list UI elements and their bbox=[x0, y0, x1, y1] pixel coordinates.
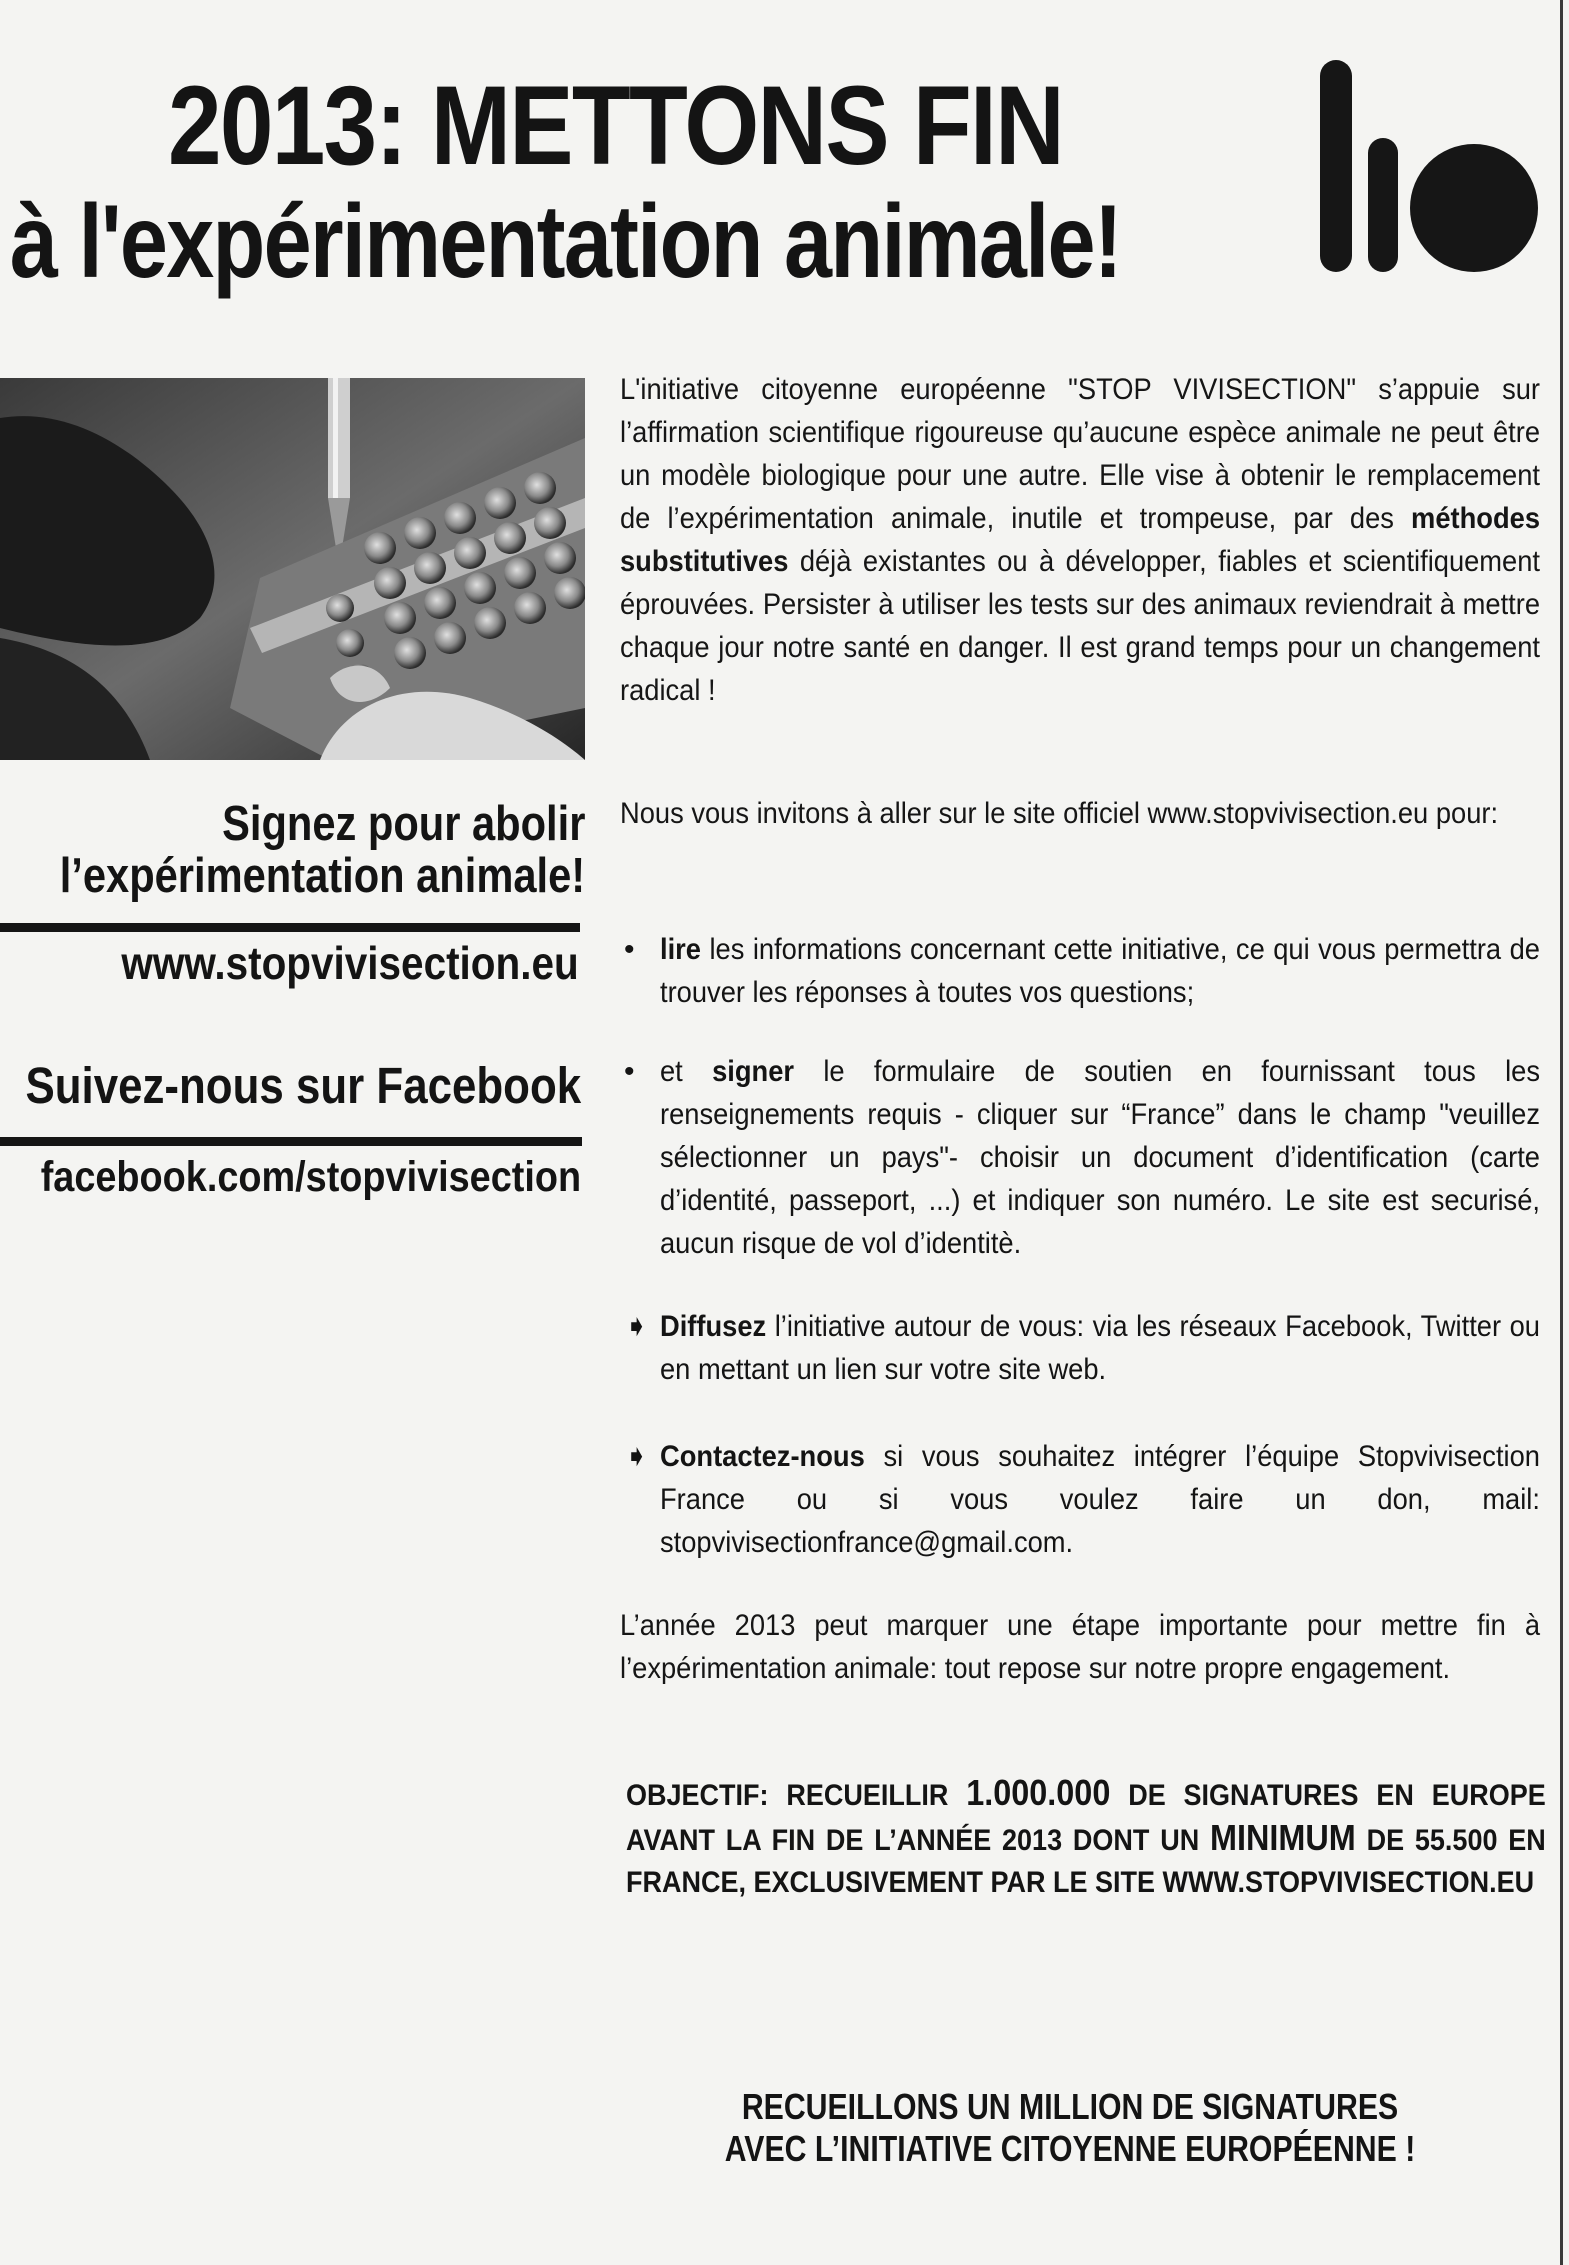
intro-text-part1: L'initiative citoyenne européenne "STOP VIVISECTION" s’appuie sur l’affirmation scientifique rigoureuse qu’aucune espèce animale ne peut être un modèle biologique pour une autre. Elle vise à obtenir le remplacement de l’expérimentation animale, inutile et trompeuse, par des bbox=[620, 373, 1541, 535]
logo-bar-short bbox=[1368, 138, 1398, 272]
bullet-keyword: lire bbox=[660, 933, 701, 966]
header bbox=[0, 60, 1290, 320]
intro-paragraph bbox=[620, 368, 1540, 712]
invite-text: Nous vous invitons à aller sur le site officiel www.stopvivisection.eu pour: bbox=[620, 797, 1499, 830]
bullet-dot-icon: • bbox=[624, 1055, 635, 1088]
divider-rule bbox=[0, 923, 580, 932]
arrow-bullet-icon: ➧ bbox=[624, 1310, 650, 1343]
logo-dot bbox=[1410, 144, 1538, 272]
facebook-heading: Suivez-nous sur Facebook bbox=[25, 1057, 581, 1114]
photo-illustration bbox=[0, 378, 585, 760]
website-link[interactable]: www.stopvivisection.eu bbox=[121, 937, 579, 989]
objectif-part3: DE 55.500 EN FRANCE, EXCLUSIVEMENT PAR LE SITE WWW.STOPVIVISECTION.EU bbox=[626, 1824, 1546, 1899]
footer-line-2: AVEC L’INITIATIVE CITOYENNE EUROPÉENNE ! bbox=[724, 2128, 1416, 2169]
sign-heading-line-1: Signez pour abolir bbox=[221, 797, 585, 851]
title-line-1: 2013: METTONS FIN bbox=[168, 63, 1063, 188]
stop-vivisection-logo-icon bbox=[1310, 60, 1530, 275]
laboratory-microplate-photo bbox=[0, 378, 585, 760]
bullet-text: le formulaire de soutien en fournissant tous les renseignements requis - cliquer sur “France” dans le champ "veuillez sélectionner un pays"- choisir un document d’identification (carte d’identité, passeport, ...) et indiquer son numéro. Le site est securisé, aucun risque de vol d’identitè. bbox=[660, 1055, 1540, 1260]
page-edge-line bbox=[1560, 0, 1563, 2265]
bullet-keyword: Diffusez bbox=[660, 1310, 767, 1343]
bullet-dot-icon: • bbox=[624, 933, 635, 966]
divider-rule bbox=[0, 1137, 582, 1146]
invite-paragraph bbox=[620, 792, 1540, 835]
footer-slogan bbox=[640, 2086, 1500, 2170]
intro-text-part2: déjà existantes ou à développer, fiables et scientifiquement éprouvées. Persister à utiliser les tests sur des animaux reviendrait à mettre chaque jour notre santé en danger. Il est grand temps pour un changement radical ! bbox=[620, 545, 1541, 707]
bullet-text: l’initiative autour de vous: via les réseaux Facebook, Twitter ou en mettant un lien sur votre site web. bbox=[660, 1310, 1540, 1386]
objectif-minimum: MINIMUM bbox=[1210, 1817, 1356, 1858]
objectif-paragraph bbox=[626, 1772, 1546, 1904]
bullet-text: les informations concernant cette initiative, ce qui vous permettra de trouver les réponses à toutes vos questions; bbox=[660, 933, 1540, 1009]
logo-bar-tall bbox=[1320, 60, 1352, 272]
arrow-bullet-icon: ➧ bbox=[624, 1440, 650, 1473]
bullet-text: si vous souhaitez intégrer l’équipe Stopvivisection France ou si vous voulez faire un don, mail: stopvivisectionfrance@gmail.com. bbox=[660, 1440, 1540, 1559]
annee-text: L’année 2013 peut marquer une étape importante pour mettre fin à l’expérimentation animale: tout repose sur notre propre engagement. bbox=[620, 1609, 1541, 1685]
bullet-prefix: et bbox=[660, 1055, 713, 1088]
objectif-part2: DE SIGNATURES EN EUROPE AVANT LA FIN DE L’ANNÉE 2013 DONT UN bbox=[626, 1779, 1546, 1857]
facebook-link[interactable]: facebook.com/stopvivisection bbox=[40, 1153, 581, 1201]
sign-heading-line-2: l’expérimentation animale! bbox=[59, 849, 585, 903]
bullet-keyword: Contactez-nous bbox=[660, 1440, 865, 1473]
objectif-part1: OBJECTIF: RECUEILLIR bbox=[626, 1779, 967, 1812]
objectif-number: 1.000.000 bbox=[966, 1772, 1111, 1813]
bullet-keyword: signer bbox=[712, 1055, 795, 1088]
annee-paragraph bbox=[620, 1604, 1540, 1690]
intro-bold-phrase: méthodes substitutives bbox=[620, 502, 1541, 578]
footer-line-1: RECUEILLONS UN MILLION DE SIGNATURES bbox=[741, 2086, 1399, 2127]
title-line-2: à l'expérimentation animale! bbox=[10, 184, 1121, 300]
